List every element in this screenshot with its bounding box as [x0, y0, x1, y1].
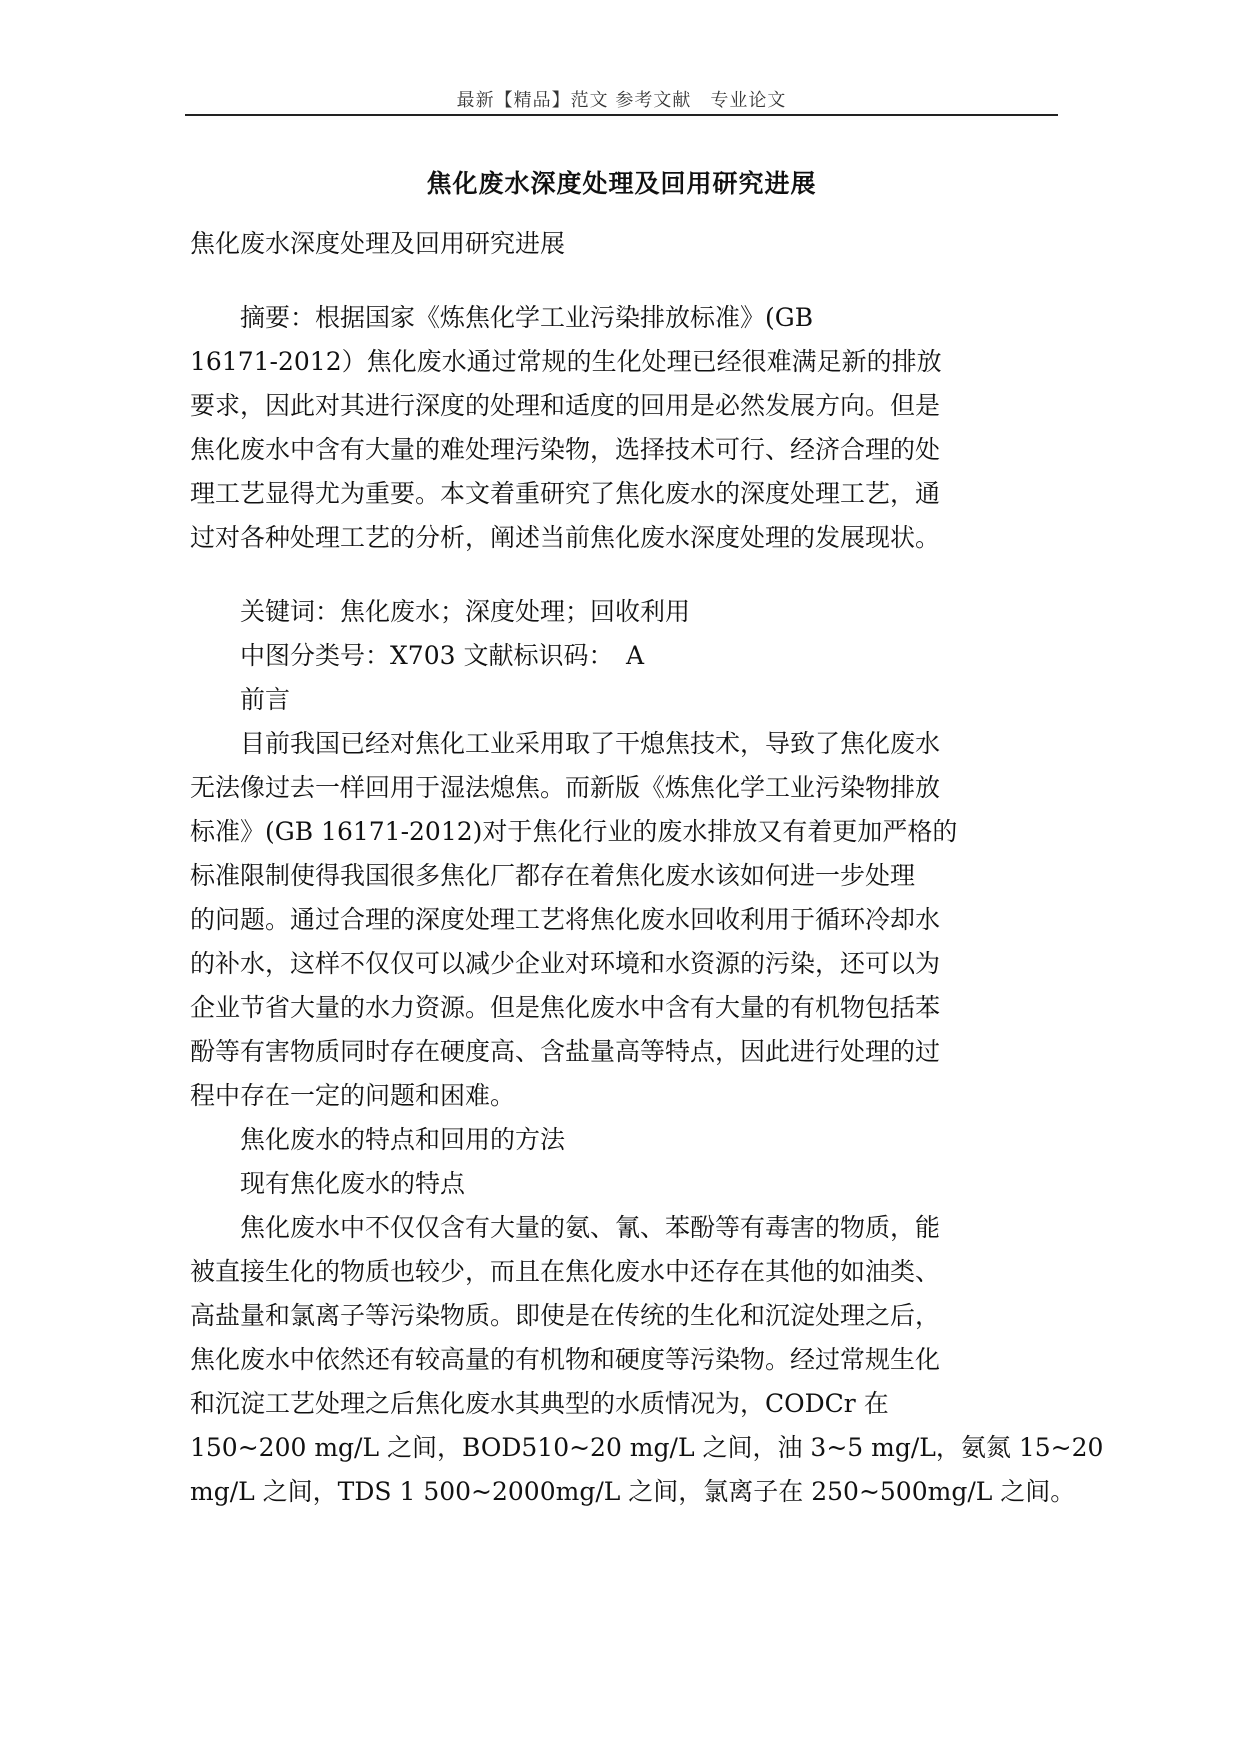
- preface-line: 的问题。通过合理的深度处理工艺将焦化废水回收利用于循环冷却水: [190, 905, 941, 934]
- abstract-line: 要求，因此对其进行深度的处理和适度的回用是必然发展方向。但是: [190, 391, 941, 420]
- preface-paragraph: [190, 722, 1090, 1118]
- preface-line: 标准限制使得我国很多焦化厂都存在着焦化废水该如何进一步处理: [190, 861, 916, 890]
- preface-line: 程中存在一定的问题和困难。: [190, 1081, 516, 1110]
- subsection-heading: 现有焦化废水的特点: [190, 1169, 466, 1198]
- preface-line: 目前我国已经对焦化工业采用取了干熄焦技术，导致了焦化废水: [190, 729, 941, 758]
- running-header: 最新【精品】范文 参考文献 专业论文: [456, 90, 787, 111]
- preface-line: 酚等有害物质同时存在硬度高、含盐量高等特点，因此进行处理的过: [190, 1037, 941, 1066]
- abstract-line: 16171-2012）焦化废水通过常规的生化处理已经很难满足新的排放: [190, 347, 942, 376]
- preface-line: 企业节省大量的水力资源。但是焦化废水中含有大量的有机物包括苯: [190, 993, 941, 1022]
- header-divider: [185, 114, 1058, 116]
- abstract-line: 摘要：根据国家《炼焦化学工业污染排放标准》(GB: [190, 303, 814, 332]
- characteristics-line: 150~200 mg/L 之间，BOD510~20 mg/L 之间，油 3~5 mg/L，氨氮 15~20: [190, 1433, 1104, 1462]
- keywords-line: 关键词：焦化废水；深度处理；回收利用: [190, 597, 691, 626]
- characteristics-line: 被直接生化的物质也较少，而且在焦化废水中还存在其他的如油类、: [190, 1257, 941, 1286]
- characteristics-line: 焦化废水中依然还有较高量的有机物和硬度等污染物。经过常规生化: [190, 1345, 941, 1374]
- abstract-paragraph: [190, 296, 1090, 560]
- preface-line: 无法像过去一样回用于湿法熄焦。而新版《炼焦化学工业污染物排放: [190, 773, 941, 802]
- subtitle-line: 焦化废水深度处理及回用研究进展: [190, 229, 566, 258]
- spacer: [190, 266, 1090, 296]
- abstract-line: 焦化废水中含有大量的难处理污染物，选择技术可行、经济合理的处: [190, 435, 941, 464]
- section-heading: 焦化废水的特点和回用的方法: [190, 1125, 566, 1154]
- classification-line: 中图分类号：X703 文献标识码： A: [190, 641, 645, 670]
- document-body: [190, 222, 1104, 1514]
- abstract-line: 过对各种处理工艺的分析，阐述当前焦化废水深度处理的发展现状。: [190, 523, 941, 552]
- characteristics-line: mg/L 之间，TDS 1 500~2000mg/L 之间，氯离子在 250~500mg/L 之间。: [190, 1477, 1076, 1506]
- characteristics-line: 和沉淀工艺处理之后焦化废水其典型的水质情况为，CODCr 在: [190, 1389, 889, 1418]
- preface-line: 的补水，这样不仅仅可以减少企业对环境和水资源的污染，还可以为: [190, 949, 941, 978]
- characteristics-line: 焦化废水中不仅仅含有大量的氨、氰、苯酚等有毒害的物质，能: [190, 1213, 941, 1242]
- spacer: [190, 560, 1090, 590]
- abstract-line: 理工艺显得尤为重要。本文着重研究了焦化废水的深度处理工艺，通: [190, 479, 941, 508]
- preface-line: 标准》(GB 16171-2012)对于焦化行业的废水排放又有着更加严格的: [190, 817, 958, 846]
- characteristics-line: 高盐量和氯离子等污染物质。即使是在传统的生化和沉淀处理之后，: [190, 1301, 941, 1330]
- preface-heading: 前言: [190, 685, 291, 714]
- characteristics-paragraph: [190, 1206, 1104, 1514]
- document-title: 焦化废水深度处理及回用研究进展: [426, 169, 817, 198]
